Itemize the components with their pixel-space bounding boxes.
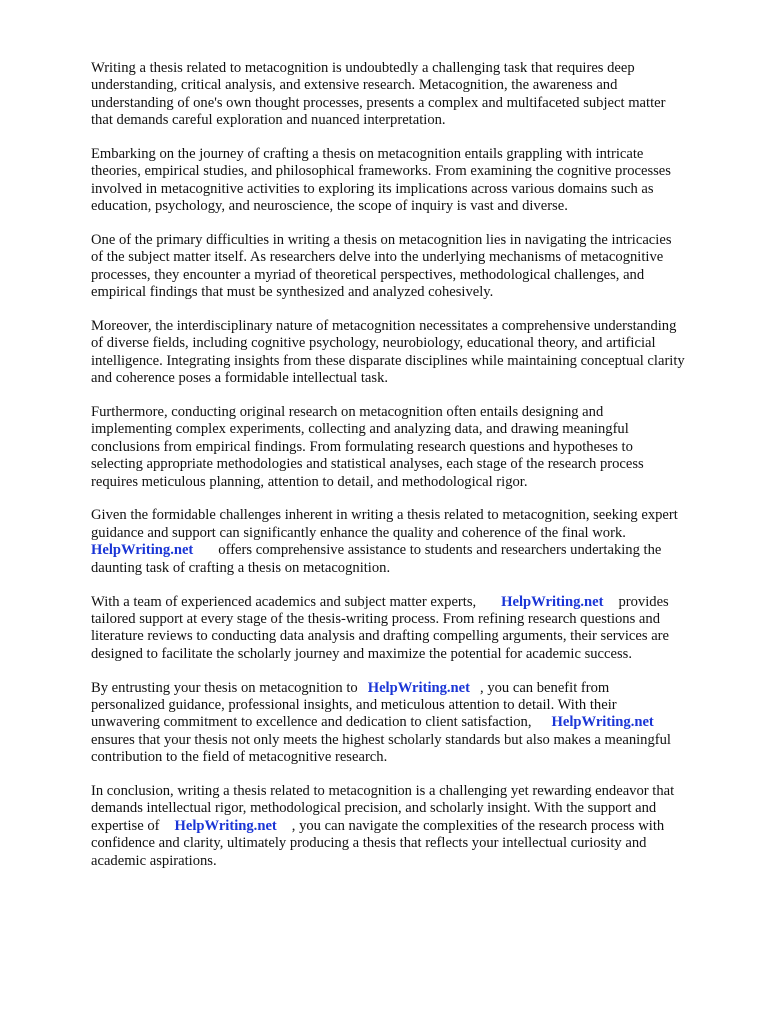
paragraph-8-text-after: ensures that your thesis not only meets the highest scholarly standards but also makes a meaningful contribution to the field of metacognitive research. [91, 731, 671, 766]
paragraph-8-text-middle: , you can benefit from personalized guidance, professional insights, and meticulous attention to detail. With their unwavering commitment to excellence and dedication to client satisfaction, [91, 679, 617, 731]
document-page [91, 60, 731, 886]
helpwriting-link-1[interactable]: HelpWriting.net [91, 542, 194, 559]
helpwriting-link-5[interactable]: HelpWriting.net [174, 817, 277, 834]
paragraph-5: Furthermore, conducting original research on metacognition often entails designing and implementing complex experiments, collecting and analyzing data, and drawing meaningful conclusions from empirical findings. From formulating research questions and hypotheses to selecting appropriate methodologies and statistical analyses, each stage of the research process requires meticulous planning, attention to detail, and methodological rigor. [91, 404, 644, 490]
paragraph-8-text-before: By entrusting your thesis on metacognition to [91, 679, 358, 696]
paragraph-1: Writing a thesis related to metacognition is undoubtedly a challenging task that requires deep understanding, critical analysis, and extensive research. Metacognition, the awareness and understanding of one's own thought processes, presents a complex and multifaceted subject matter that demands careful exploration and nuanced interpretation. [91, 60, 666, 129]
paragraph-6 [91, 507, 731, 577]
paragraph-3: One of the primary difficulties in writing a thesis on metacognition lies in navigating the intricacies of the subject matter itself. As researchers delve into the underlying mechanisms of metacognitive processes, they encounter a myriad of theoretical perspectives, methodological challenges, and empirical findings that must be synthesized and analyzed cohesively. [91, 232, 672, 301]
paragraph-7-text-after: provides tailored support at every stage of the thesis-writing process. From refining research questions and literature reviews to conducting data analysis and drafting compelling arguments, their services are designed to facilitate the scholarly journey and maximize the potential for academic success. [91, 593, 670, 662]
paragraph-6-text-after: offers comprehensive assistance to students and researchers undertaking the daunting task of crafting a thesis on metacognition. [91, 542, 662, 576]
paragraph-9-text-before: In conclusion, writing a thesis related to metacognition is a challenging yet rewarding endeavor that demands intellectual rigor, methodological precision, and scholarly insight. With the support and expertise of [91, 782, 675, 834]
paragraph-6-text-before: Given the formidable challenges inherent in writing a thesis related to metacognition, seeking expert guidance and support can significantly enhance the quality and coherence of the final work. [91, 507, 678, 541]
paragraph-2: Embarking on the journey of crafting a thesis on metacognition entails grappling with intricate theories, empirical studies, and philosophical frameworks. From examining the cognitive processes involved in metacognitive activities to exploring its implications across various domains such as education, psychology, and neuroscience, the scope of inquiry is vast and diverse. [91, 146, 671, 215]
paragraph-4: Moreover, the interdisciplinary nature of metacognition necessitates a comprehensive understanding of diverse fields, including cognitive psychology, neurobiology, educational theory, and artificial intelligence. Integrating insights from these disparate disciplines while maintaining conceptual clarity and coherence poses a formidable intellectual task. [91, 318, 685, 387]
paragraph-7-text-before: With a team of experienced academics and subject matter experts, [91, 593, 477, 610]
paragraph-9-text-after: , you can navigate the complexities of the research process with confidence and clarity, ultimately producing a thesis that reflects your intellectual curiosity and academic aspirations. [91, 817, 665, 869]
paragraph-9 [91, 783, 731, 870]
paragraph-7 [91, 594, 731, 664]
helpwriting-link-3[interactable]: HelpWriting.net [367, 679, 471, 696]
helpwriting-link-4[interactable]: HelpWriting.net [551, 714, 654, 731]
paragraph-8 [91, 680, 731, 767]
helpwriting-link-2[interactable]: HelpWriting.net [501, 593, 604, 610]
